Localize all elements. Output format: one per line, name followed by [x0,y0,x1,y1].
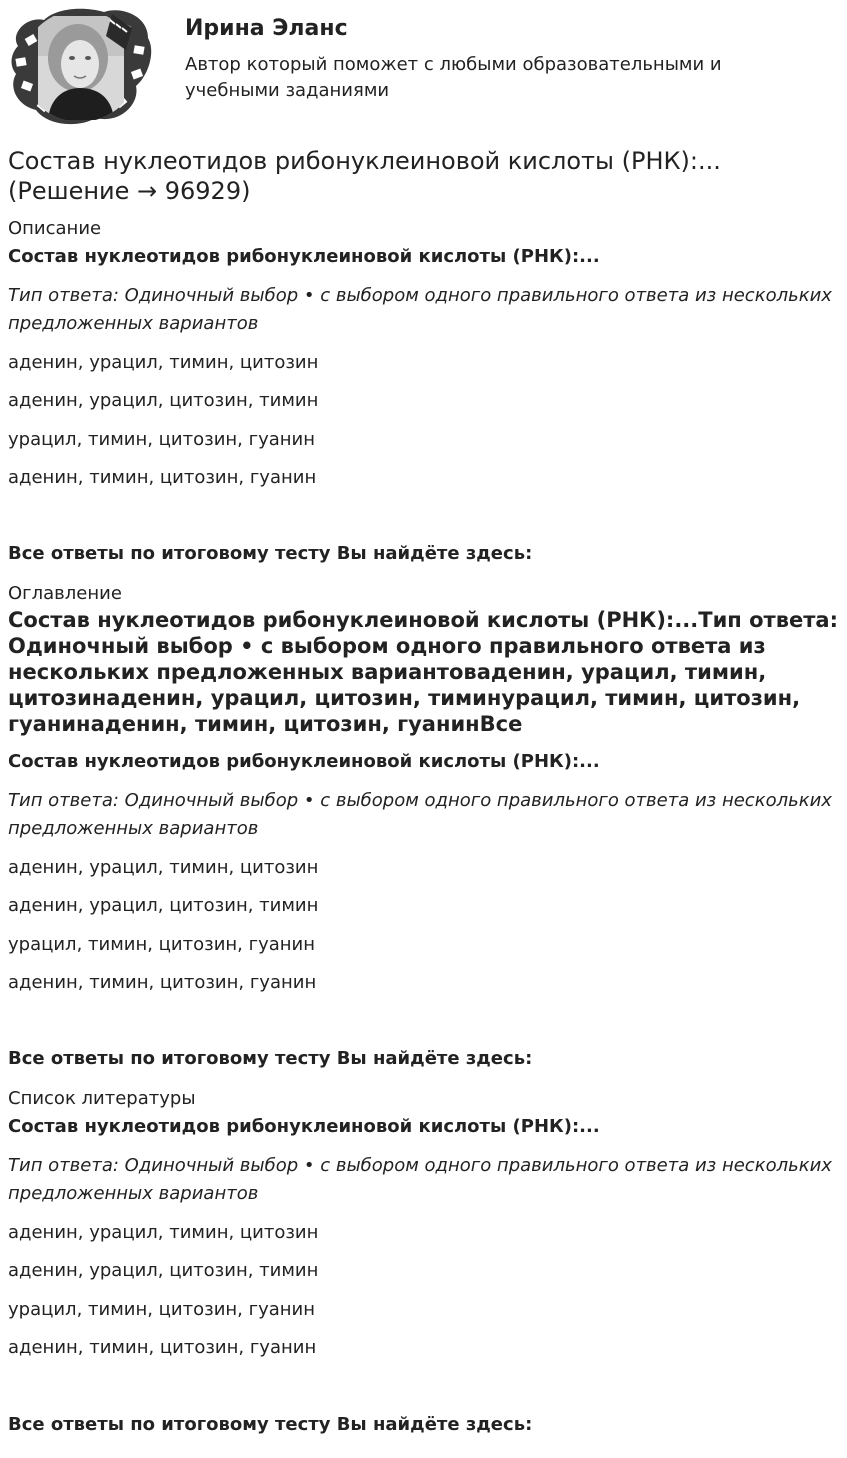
answer-option: аденин, тимин, цитозин, гуанин [8,972,317,993]
section-label-description: Описание [8,218,102,239]
answer-option: аденин, урацил, тимин, цитозин [8,857,319,878]
question-title: Состав нуклеотидов рибонуклеиновой кислоты (РНК):... [8,751,600,772]
author-card [8,6,838,130]
all-answers-note: Все ответы по итоговому тесту Вы найдёте здесь: [8,1048,533,1069]
answer-type: Тип ответа: Одиночный выбор • с выбором одного правильного ответа из нескольких предложенных вариантов [8,1155,832,1204]
answer-type: Тип ответа: Одиночный выбор • с выбором одного правильного ответа из нескольких предложенных вариантов [8,790,832,839]
answer-option: аденин, тимин, цитозин, гуанин [8,467,317,488]
avatar-image [8,6,154,126]
answer-option: аденин, урацил, тимин, цитозин [8,352,319,373]
section-label-references: Список литературы [8,1088,196,1109]
contents-summary: Состав нуклеотидов рибонуклеиновой кислоты (РНК):...Тип ответа: Одиночный выбор • с выбором одного правильного ответа из нескольких предложенных вариантоваденин, урацил, тимин, цитозинаденин, урацил, цитозин, тиминурацил, тимин, цитозин, гуанинаденин, тимин, цитозин, гуанинВсе [8,608,838,736]
answer-option: аденин, урацил, тимин, цитозин [8,1222,319,1243]
author-name[interactable]: Ирина Эланс [185,16,348,41]
answer-option: аденин, тимин, цитозин, гуанин [8,1337,317,1358]
question-title: Состав нуклеотидов рибонуклеиновой кислоты (РНК):... [8,1116,600,1137]
question-title: Состав нуклеотидов рибонуклеиновой кислоты (РНК):... [8,246,600,267]
answer-option: урацил, тимин, цитозин, гуанин [8,934,315,955]
answer-option: урацил, тимин, цитозин, гуанин [8,1299,315,1320]
answer-option: аденин, урацил, цитозин, тимин [8,895,319,916]
avatar[interactable] [8,6,154,126]
answer-option: урацил, тимин, цитозин, гуанин [8,429,315,450]
all-answers-note: Все ответы по итоговому тесту Вы найдёте здесь: [8,1414,533,1435]
section-label-contents: Оглавление [8,583,122,604]
page-title: Состав нуклеотидов рибонуклеиновой кислоты (РНК):... (Решение → 96929) [8,147,721,205]
answer-type: Тип ответа: Одиночный выбор • с выбором одного правильного ответа из нескольких предложенных вариантов [8,285,832,334]
all-answers-note: Все ответы по итоговому тесту Вы найдёте здесь: [8,543,533,564]
author-description: Автор который поможет с любыми образовательными и учебными заданиями [185,54,722,101]
answer-option: аденин, урацил, цитозин, тимин [8,390,319,411]
answer-option: аденин, урацил, цитозин, тимин [8,1260,319,1281]
